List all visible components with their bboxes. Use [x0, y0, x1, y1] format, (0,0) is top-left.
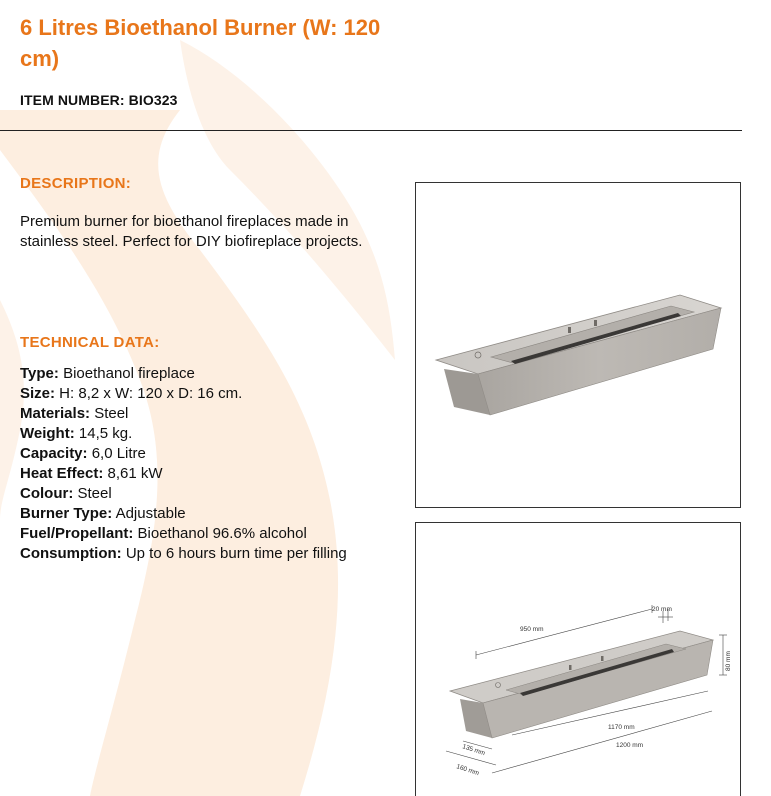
spec-weight	[20, 424, 347, 444]
product-photo	[415, 182, 741, 508]
spec-label: Capacity:	[20, 445, 88, 462]
spec-value: Adjustable	[112, 505, 186, 522]
spec-value: Up to 6 hours burn time per filling	[121, 545, 347, 562]
dim-950: 950 mm	[520, 626, 544, 633]
technical-data-heading: TECHNICAL DATA:	[20, 334, 160, 351]
spec-fuel	[20, 524, 347, 544]
spec-heat-effect	[20, 464, 347, 484]
dimension-drawing	[415, 522, 741, 796]
spec-label: Materials:	[20, 405, 91, 422]
spec-value: Steel	[73, 485, 112, 502]
item-number: ITEM NUMBER: BIO323	[20, 92, 178, 108]
spec-consumption	[20, 544, 347, 564]
spec-label: Fuel/Propellant:	[20, 525, 134, 542]
spec-list	[20, 364, 347, 564]
spec-label: Heat Effect:	[20, 465, 104, 482]
burner-illustration	[416, 183, 740, 507]
spec-label: Consumption:	[20, 545, 122, 562]
dim-20: 20 mm	[652, 606, 672, 613]
spec-label: Colour:	[20, 485, 74, 502]
dim-1170: 1170 mm	[608, 724, 635, 731]
spec-colour	[20, 484, 347, 504]
spec-value: Bioethanol 96.6% alcohol	[133, 525, 307, 542]
dimension-illustration	[416, 523, 740, 796]
spec-burner-type	[20, 504, 347, 524]
spec-size	[20, 384, 347, 404]
spec-value: 8,61 kW	[103, 465, 163, 482]
description-text: Premium burner for bioethanol fireplaces made in stainless steel. Perfect for DIY biofireplace projects.	[20, 213, 363, 250]
spec-label: Type:	[20, 365, 59, 382]
spec-value: Steel	[90, 405, 129, 422]
spec-label: Size:	[20, 385, 56, 402]
spec-capacity	[20, 444, 347, 464]
spec-type	[20, 364, 347, 384]
product-title: 6 Litres Bioethanol Burner (W: 120 cm)	[20, 15, 381, 71]
spec-label: Burner Type:	[20, 505, 113, 522]
dim-135: 135 mm	[461, 743, 486, 758]
dim-80: 80 mm	[725, 651, 732, 671]
spec-value: H: 8,2 x W: 120 x D: 16 cm.	[55, 385, 243, 402]
spec-value: 6,0 Litre	[87, 445, 146, 462]
spec-label: Weight:	[20, 425, 75, 442]
dim-160: 160 mm	[455, 763, 480, 778]
spec-value: Bioethanol fireplace	[58, 365, 195, 382]
spec-materials	[20, 404, 347, 424]
spec-value: 14,5 kg.	[74, 425, 133, 442]
header-divider	[0, 130, 742, 131]
description-heading: DESCRIPTION:	[20, 175, 132, 192]
dim-1200: 1200 mm	[616, 742, 644, 749]
